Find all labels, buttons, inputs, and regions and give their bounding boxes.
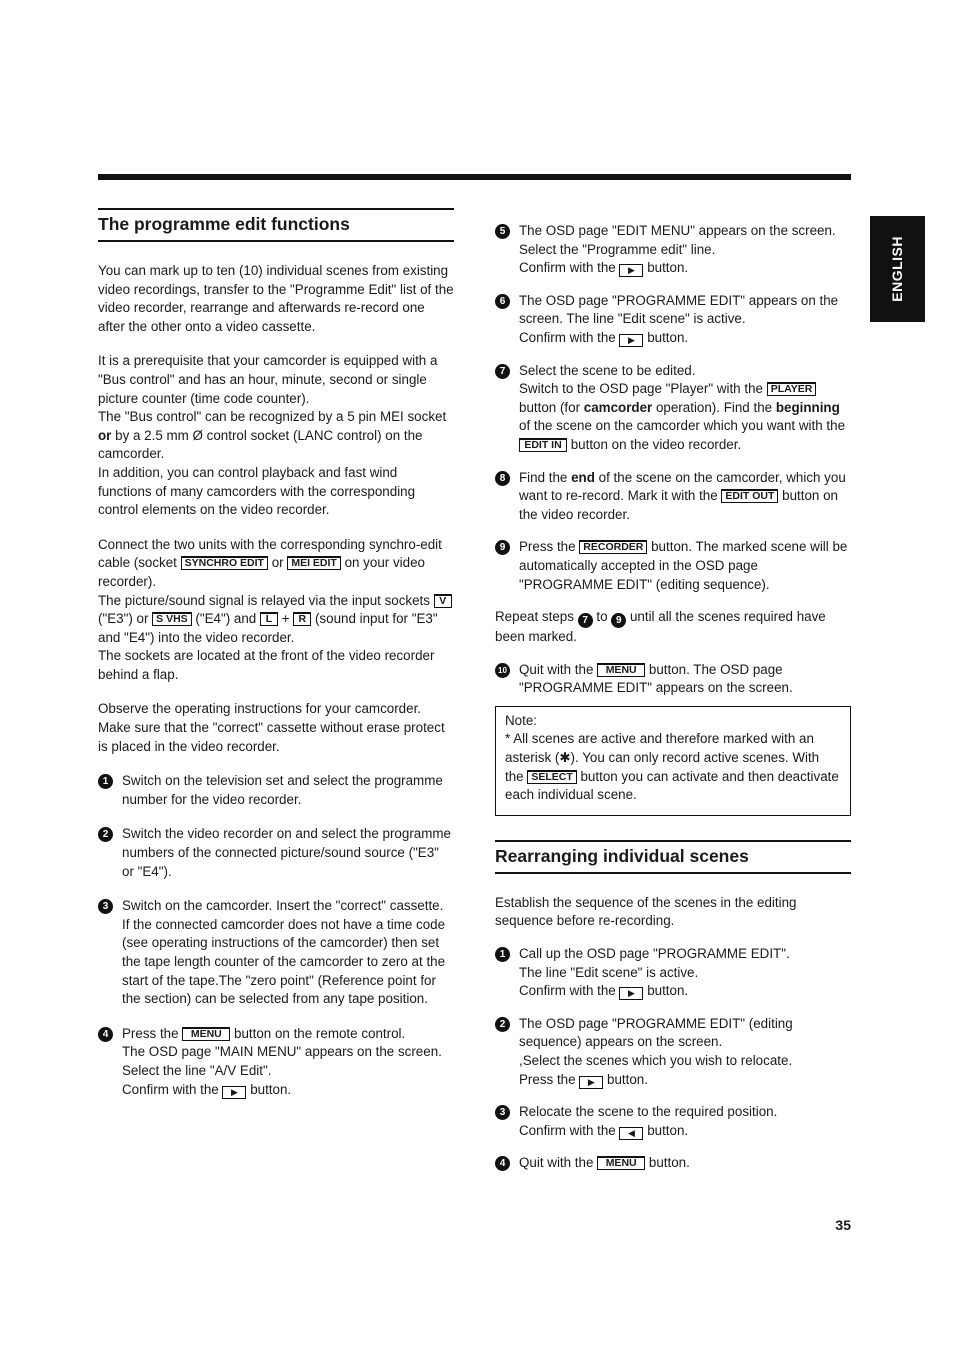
rearrange-step-3-text: [519, 1103, 851, 1140]
step-10-a: Quit with the: [519, 661, 598, 677]
step-2: [98, 825, 454, 881]
rearrange-step-2-text: [519, 1015, 851, 1089]
step-number-9-icon: 9: [495, 540, 510, 555]
relay-4: (sound input for "E3" and "E4") into the video recorder.: [98, 611, 438, 645]
step-number-5-icon: 5: [495, 224, 510, 239]
note-box: [495, 706, 851, 816]
language-tab: [870, 216, 925, 322]
rearrange-step-4-text: [519, 1154, 851, 1173]
menu-key: MENU: [597, 663, 645, 677]
step-number-8-icon: 8: [495, 471, 510, 486]
step-number-1-icon: 1: [98, 774, 113, 789]
step-4-d: Confirm with the: [122, 1081, 223, 1097]
svhs-socket-key: S VHS: [152, 612, 192, 626]
step-9: [495, 538, 851, 594]
relay-3: ("E4") and: [191, 611, 260, 627]
menu-key: MENU: [597, 1156, 645, 1170]
relay-1: The picture/sound signal is relayed via the input sockets: [98, 592, 434, 608]
step-5-text: [519, 222, 851, 278]
step-6-text: [519, 292, 851, 348]
r-socket-key: R: [293, 612, 311, 626]
observe-b: Make sure that the "correct" cassette without erase protect is placed in the video recorder.: [98, 720, 445, 754]
step-7-f: button on the video recorder.: [567, 436, 742, 452]
connect-or: or: [267, 555, 288, 571]
relay-2: ("E3") or: [98, 611, 153, 627]
step-4-c: The OSD page "MAIN MENU" appears on the screen. Select the line "A/V Edit".: [122, 1044, 442, 1078]
rearrange-step-1-text: [519, 945, 851, 1001]
step-6-c: button.: [643, 329, 689, 345]
step-8-text: [519, 469, 851, 525]
play-key-icon: ▶: [619, 264, 643, 277]
prereq-paragraph: [98, 352, 454, 519]
rearrange-step-4: [495, 1154, 851, 1173]
step-number-2-icon: 2: [495, 1017, 510, 1032]
step-6-b: Confirm with the: [519, 329, 620, 345]
step-10: [495, 661, 851, 698]
r1-a: Call up the OSD page "PROGRAMME EDIT".: [519, 946, 790, 962]
r3-b: Confirm with the: [519, 1122, 620, 1138]
observe-a: Observe the operating instructions for your camcorder.: [98, 701, 422, 717]
r2-d: button.: [603, 1071, 648, 1087]
step-7-c: button (for: [519, 399, 584, 415]
step-8: [495, 469, 851, 525]
r2-a: The OSD page "PROGRAMME EDIT" (editing sequence) appears on the screen.: [519, 1015, 793, 1050]
step-number-3-icon: 3: [98, 899, 113, 914]
step-7-bold-camcorder: camcorder: [583, 399, 653, 415]
step-number-10-icon: 10: [495, 663, 510, 678]
step-number-2-icon: 2: [98, 827, 113, 842]
step-8-bold-end: end: [571, 469, 595, 485]
step-number-6-icon: 6: [495, 294, 510, 309]
note-text: [505, 730, 841, 804]
l-socket-key: L: [260, 612, 278, 626]
observe-paragraph: [98, 700, 454, 756]
relay-plus: +: [277, 611, 294, 627]
rearrange-step-1: [495, 945, 851, 1001]
select-key: SELECT: [527, 770, 576, 784]
intro-paragraph: You can mark up to ten (10) individual scenes from existing video recordings, transfer to the "Programme Edit" list of the video recorder, rearrange and afterwards re-record one after the other onto a video cassette.: [98, 263, 454, 334]
step-1: [98, 772, 454, 809]
back-key-icon: ◀: [619, 1127, 643, 1140]
edit-in-key: EDIT IN: [519, 438, 567, 452]
repeat-steps-paragraph: [495, 608, 851, 647]
step-7-b: Switch to the OSD page "Player" with the: [519, 381, 767, 397]
step-number-7-icon: 7: [578, 613, 593, 628]
page-number: 35: [835, 1217, 851, 1233]
r3-a: Relocate the scene to the required position.: [519, 1104, 778, 1120]
r1-c: Confirm with the: [519, 983, 620, 999]
step-number-7-icon: 7: [495, 364, 510, 379]
step-6: [495, 292, 851, 348]
step-7-bold-beginning: beginning: [775, 399, 840, 415]
connect-a2: on your video recorder).: [98, 555, 425, 589]
v-socket-key: V: [434, 594, 452, 608]
step-3-text: Switch on the camcorder. Insert the "correct" cassette. If the connected camcorder does not have a time code (see operating instructions of the camcorder) then set the tape length counter of the camcorder to zero at the start of the tape.The "zero point" (Reference point for the section) can be selected from any tape position.: [122, 898, 446, 1007]
establish-paragraph: Establish the sequence of the scenes in the editing sequence before re-recording.: [495, 894, 797, 929]
step-5-a: The OSD page "EDIT MENU" appears on the screen. Select the "Programme edit" line.: [519, 223, 836, 257]
step-7-d: operation). Find the: [652, 399, 776, 415]
repeat-b: to: [592, 609, 612, 625]
play-key-icon: ▶: [619, 987, 643, 1000]
step-number-4-icon: 4: [495, 1156, 510, 1171]
edit-out-key: EDIT OUT: [721, 489, 778, 503]
step-6-a: The OSD page "PROGRAMME EDIT" appears on the screen. The line "Edit scene" is active.: [519, 292, 839, 327]
step-number-3-icon: 3: [495, 1105, 510, 1120]
step-7: [495, 362, 851, 455]
step-2-text: Switch the video recorder on and select the programme numbers of the connected picture/sound source ("E3" or "E4").: [122, 826, 451, 879]
play-key-icon: ▶: [619, 334, 643, 347]
header-rule: [98, 174, 851, 180]
player-key: PLAYER: [767, 382, 817, 396]
r1-d: button.: [643, 983, 689, 999]
prereq-c: In addition, you can control playback and fast wind functions of many camcorders with the corresponding control elements on the video recorder.: [98, 464, 416, 518]
play-key-icon: ▶: [579, 1076, 603, 1089]
r1-b: The line "Edit scene" is active.: [519, 964, 699, 980]
step-number-4-icon: 4: [98, 1027, 113, 1042]
r3-c: button.: [643, 1122, 689, 1138]
note-b: button you can activate and then deactivate each individual scene.: [505, 768, 839, 803]
note-title: Note:: [505, 712, 538, 728]
step-3: [98, 897, 454, 1009]
step-1-text: Switch on the television set and select the programme number for the video recorder.: [122, 773, 443, 807]
connect-a1: Connect the two units with the corresponding synchro-edit cable (socket: [98, 536, 442, 571]
step-4-b: button on the remote control.: [230, 1025, 406, 1041]
step-8-b: of the scene on the camcorder, which you want to re-record. Mark it with the: [519, 469, 846, 504]
r2-c: Press the: [519, 1071, 580, 1087]
rearrange-step-2: [495, 1015, 851, 1089]
left-column: [98, 208, 454, 1099]
step-9-text: [519, 538, 851, 594]
step-7-text: [519, 362, 851, 455]
relay-5: The sockets are located at the front of the video recorder behind a flap.: [98, 648, 435, 682]
step-7-e: of the scene on the camcorder which you want with the: [519, 418, 846, 434]
step-8-c: button on the video recorder.: [519, 488, 838, 522]
mei-edit-key: MEI EDIT: [287, 556, 341, 570]
section-title-programme-edit: The programme edit functions: [98, 208, 454, 242]
r2-b: ,Select the scenes which you wish to relocate.: [519, 1053, 793, 1068]
prereq-b2: by a 2.5 mm Ø control socket (LANC control) on the camcorder.: [98, 427, 423, 462]
synchro-edit-key: SYNCHRO EDIT: [181, 556, 268, 570]
recorder-key: RECORDER: [579, 540, 647, 554]
r4-a: Quit with the: [519, 1155, 598, 1171]
connect-paragraph: [98, 536, 454, 685]
language-label: ENGLISH: [889, 236, 906, 302]
prereq-a: It is a prerequisite that your camcorder is equipped with a "Bus control" and has an hour, minute, second or single picture counter (time code counter).: [98, 353, 438, 406]
step-7-a: Select the scene to be edited.: [519, 362, 696, 378]
play-key-icon: ▶: [222, 1086, 246, 1099]
step-4-e: button.: [246, 1081, 292, 1097]
right-column: [495, 222, 851, 1173]
step-9-b: button. The marked scene will be automatically accepted in the OSD page "PROGRAMME EDIT" (editing sequence).: [519, 539, 848, 592]
step-5: [495, 222, 851, 278]
step-number-1-icon: 1: [495, 947, 510, 962]
step-10-text: [519, 661, 851, 698]
step-4-a: Press the: [122, 1025, 183, 1041]
prereq-b-bold: or: [98, 427, 112, 443]
step-4: [98, 1025, 454, 1099]
step-8-a: Find the: [519, 469, 572, 485]
rearrange-step-3: [495, 1103, 851, 1140]
step-4-text: [122, 1025, 454, 1099]
repeat-a: Repeat steps: [495, 609, 578, 625]
step-10-b: button. The OSD page "PROGRAMME EDIT" appears on the screen.: [519, 661, 793, 696]
menu-key: MENU: [182, 1027, 230, 1041]
step-5-c: button.: [643, 260, 689, 276]
note-a: * All scenes are active and therefore marked with an asterisk (✱). You can only record active scenes. With the: [505, 731, 820, 784]
step-5-b: Confirm with the: [519, 260, 620, 276]
repeat-c: until all the scenes required have been marked.: [495, 609, 826, 645]
step-number-9-icon: 9: [611, 613, 626, 628]
r4-b: button.: [645, 1155, 690, 1171]
step-9-a: Press the: [519, 539, 580, 555]
section-title-rearranging: Rearranging individual scenes: [495, 840, 851, 874]
prereq-b1: The "Bus control" can be recognized by a 5 pin MEI socket: [98, 409, 447, 425]
